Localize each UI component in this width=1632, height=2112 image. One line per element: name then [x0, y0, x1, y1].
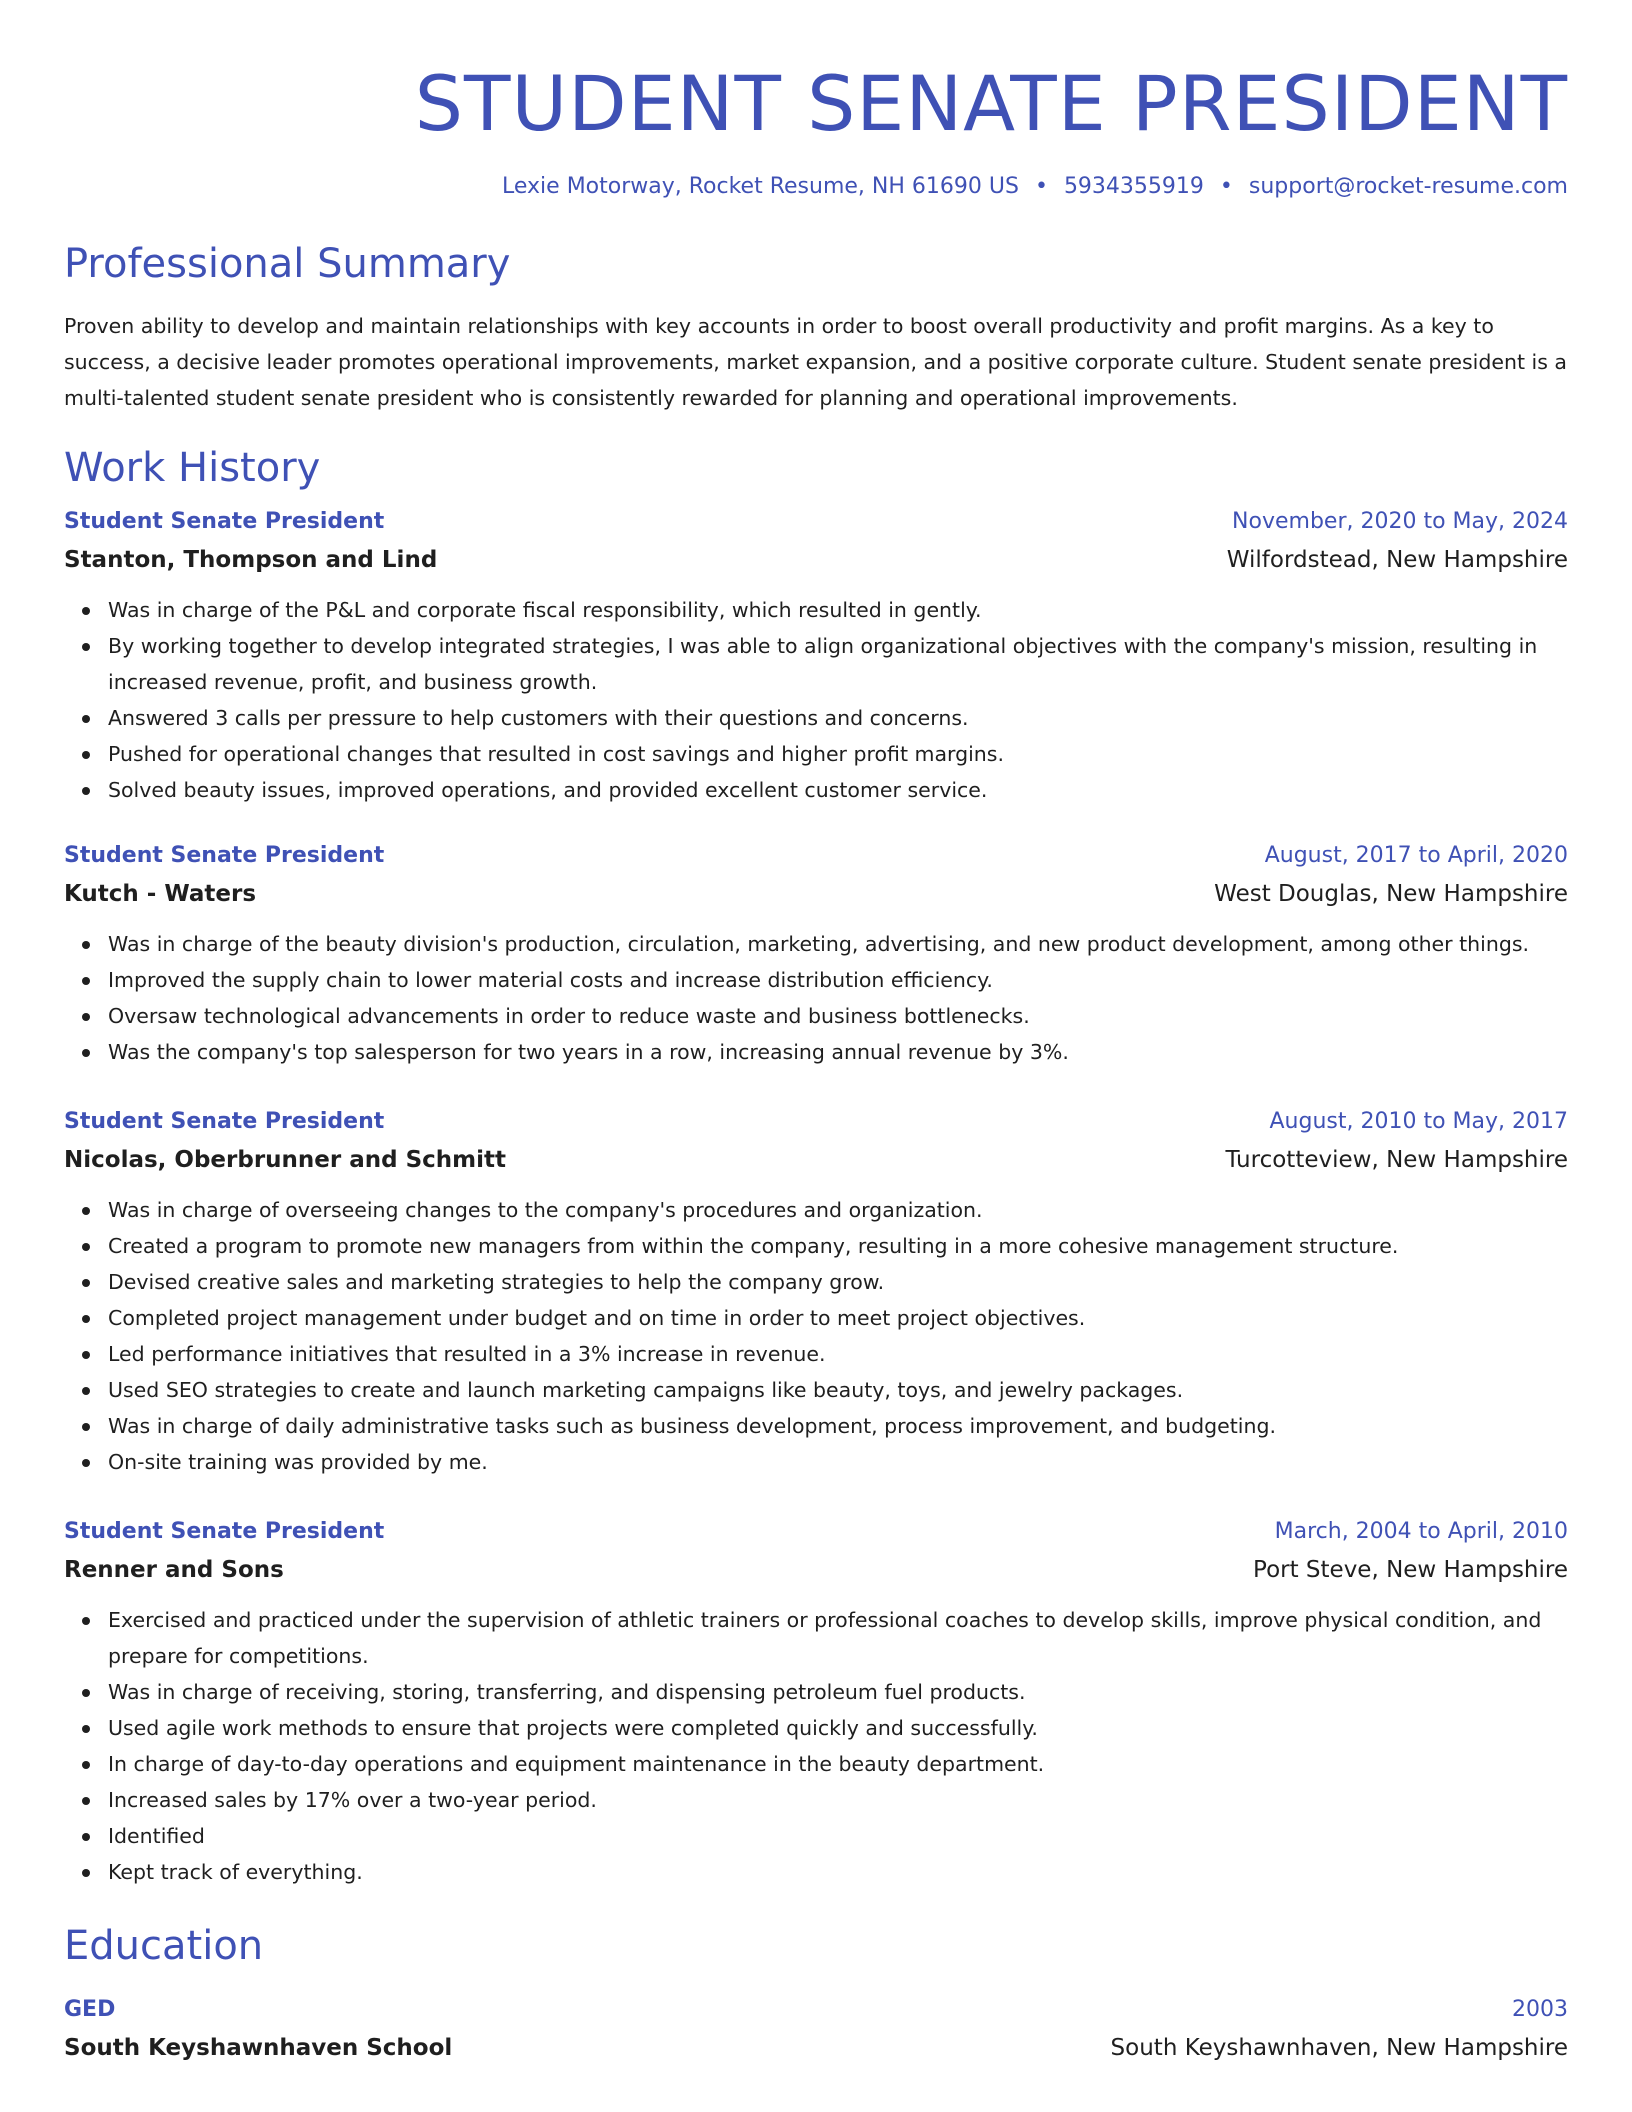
summary-heading: Professional Summary [64, 241, 511, 287]
job-bullet-item: Kept track of everything. [108, 1854, 1568, 1890]
job-entry [64, 1514, 1568, 1890]
resume-title: STUDENT SENATE PRESIDENT [414, 59, 1568, 148]
contact-separator: • [1219, 174, 1233, 199]
job-entry [64, 1104, 1568, 1480]
job-bullet-item: Was the company's top salesperson for two years in a row, increasing annual revenue by 3%. [108, 1034, 1568, 1070]
job-bullet-item: Answered 3 calls per pressure to help customers with their questions and concerns. [108, 700, 1568, 736]
education-entry [64, 1992, 1568, 2068]
job-company: Stanton, Thompson and Lind [64, 547, 438, 573]
job-bullet-item: Used SEO strategies to create and launch marketing campaigns like beauty, toys, and jewelry packages. [108, 1372, 1568, 1408]
job-bullets [64, 1602, 1568, 1890]
contact-line [64, 170, 1568, 204]
job-bullet-item: Was in charge of receiving, storing, transferring, and dispensing petroleum fuel products. [108, 1674, 1568, 1710]
job-bullet-item: Was in charge of daily administrative tasks such as business development, process improvement, and budgeting. [108, 1408, 1568, 1444]
job-location: Turcotteview, New Hampshire [1225, 1147, 1568, 1173]
contact-separator: • [1034, 174, 1048, 199]
job-bullets [64, 592, 1568, 808]
job-bullet-item: Used agile work methods to ensure that projects were completed quickly and successfully. [108, 1710, 1568, 1746]
job-company-row [64, 1550, 1568, 1590]
job-dates: November, 2020 to May, 2024 [1232, 509, 1568, 534]
job-company: Renner and Sons [64, 1557, 284, 1583]
job-bullet-item: Was in charge of overseeing changes to the company's procedures and organization. [108, 1192, 1568, 1228]
job-bullet-item: Exercised and practiced under the supervision of athletic trainers or professional coaches to develop skills, improve physical condition, and prepare for competitions. [108, 1602, 1568, 1674]
education-list [64, 1992, 1568, 2068]
education-header-row [64, 1992, 1568, 2028]
job-title: Student Senate President [64, 1109, 385, 1134]
education-school: South Keyshawnhaven School [64, 2035, 453, 2061]
job-company: Kutch - Waters [64, 881, 257, 907]
education-heading: Education [64, 1923, 264, 1969]
work-history-heading: Work History [64, 445, 321, 491]
job-bullet-item: Was in charge of the P&L and corporate fiscal responsibility, which resulted in gently. [108, 592, 1568, 628]
job-title: Student Senate President [64, 843, 385, 868]
job-header-row [64, 504, 1568, 540]
contact-address: Lexie Motorway, Rocket Resume, NH 61690 US [502, 174, 1019, 199]
job-company-row [64, 1140, 1568, 1180]
education-school-row [64, 2028, 1568, 2068]
job-bullet-item: Identified [108, 1818, 1568, 1854]
education-degree: GED [64, 1997, 116, 2022]
job-title: Student Senate President [64, 1519, 385, 1544]
job-title: Student Senate President [64, 509, 385, 534]
job-dates: August, 2017 to April, 2020 [1264, 843, 1568, 868]
job-bullet-item: In charge of day-to-day operations and equipment maintenance in the beauty department. [108, 1746, 1568, 1782]
job-bullet-item: Pushed for operational changes that resulted in cost savings and higher profit margins. [108, 736, 1568, 772]
job-dates: March, 2004 to April, 2010 [1274, 1519, 1568, 1544]
job-header-row [64, 838, 1568, 874]
resume-page [64, 0, 1568, 2068]
education-location: South Keyshawnhaven, New Hampshire [1110, 2035, 1568, 2061]
job-entry [64, 504, 1568, 808]
job-bullets [64, 1192, 1568, 1480]
job-bullet-item: Solved beauty issues, improved operations, and provided excellent customer service. [108, 772, 1568, 808]
job-header-row [64, 1104, 1568, 1140]
job-bullet-item: Completed project management under budget and on time in order to meet project objectives. [108, 1300, 1568, 1336]
job-dates: August, 2010 to May, 2017 [1269, 1109, 1568, 1134]
contact-phone: 5934355919 [1063, 174, 1204, 199]
summary-text: Proven ability to develop and maintain relationships with key accounts in order to boost overall productivity and profit margins. As a key to success, a decisive leader promotes operational improvements, market expansion, and a positive corporate culture. Student senate president is a multi-talented student senate president who is consistently rewarded for planning and operational improvements. [64, 314, 1567, 410]
education-year: 2003 [1512, 1997, 1568, 2022]
job-bullets [64, 926, 1568, 1070]
job-company: Nicolas, Oberbrunner and Schmitt [64, 1147, 507, 1173]
job-bullet-item: By working together to develop integrated strategies, I was able to align organizational objectives with the company's mission, resulting in increased revenue, profit, and business growth. [108, 628, 1568, 700]
job-bullet-item: Devised creative sales and marketing strategies to help the company grow. [108, 1264, 1568, 1300]
job-bullet-item: Oversaw technological advancements in order to reduce waste and business bottlenecks. [108, 998, 1568, 1034]
job-bullet-item: Increased sales by 17% over a two-year period. [108, 1782, 1568, 1818]
job-company-row [64, 874, 1568, 914]
contact-email[interactable]: support@rocket-resume.com [1248, 174, 1568, 199]
job-company-row [64, 540, 1568, 580]
job-bullet-item: On-site training was provided by me. [108, 1444, 1568, 1480]
job-bullet-item: Created a program to promote new managers from within the company, resulting in a more cohesive management structure. [108, 1228, 1568, 1264]
job-location: West Douglas, New Hampshire [1214, 881, 1568, 907]
job-header-row [64, 1514, 1568, 1550]
job-location: Port Steve, New Hampshire [1253, 1557, 1568, 1583]
work-history-list [64, 504, 1568, 1890]
job-bullet-item: Improved the supply chain to lower material costs and increase distribution efficiency. [108, 962, 1568, 998]
job-entry [64, 838, 1568, 1070]
job-bullet-item: Was in charge of the beauty division's production, circulation, marketing, advertising, and new product development, among other things. [108, 926, 1568, 962]
job-location: Wilfordstead, New Hampshire [1226, 547, 1568, 573]
job-bullet-item: Led performance initiatives that resulted in a 3% increase in revenue. [108, 1336, 1568, 1372]
